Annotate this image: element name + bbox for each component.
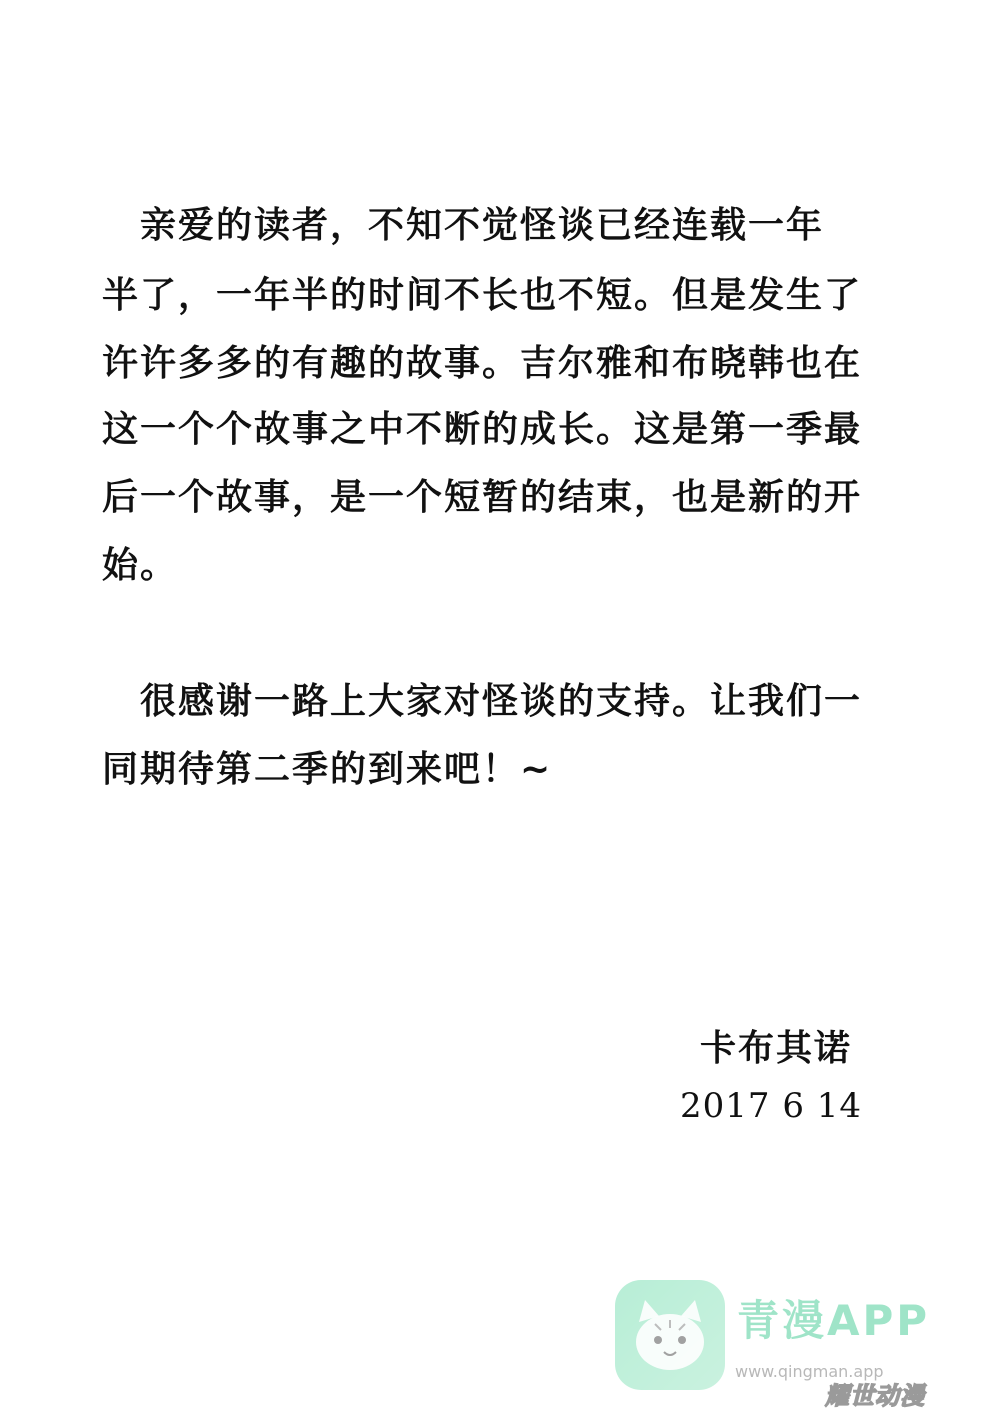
letter-line: 半了，一年半的时间不长也不短。但是发生了	[102, 275, 863, 316]
signature-author: 卡布其诺	[700, 1028, 853, 1069]
watermark	[615, 1280, 985, 1410]
letter-line: 后一个故事，是一个短暂的结束，也是新的开	[102, 477, 863, 518]
app-logo-icon	[615, 1280, 725, 1390]
letter-line: 许许多多的有趣的故事。吉尔雅和布晓韩也在	[102, 343, 863, 384]
letter-line: 始。	[102, 545, 179, 586]
letter-line: 很感谢一路上大家对怪谈的支持。让我们一	[102, 681, 863, 722]
letter-line: 这一个个故事之中不断的成长。这是第一季最	[102, 409, 863, 450]
signature-date: 2017 6 14	[680, 1086, 863, 1126]
watermark-title: 青漫APP	[737, 1296, 931, 1345]
letter-line: 同期待第二季的到来吧！~	[102, 749, 553, 790]
watermark-badge: 耀世动漫	[825, 1382, 925, 1410]
letter-line: 亲爱的读者，不知不觉怪谈已经连载一年	[102, 205, 825, 246]
watermark-url: www.qingman.app	[735, 1362, 884, 1381]
